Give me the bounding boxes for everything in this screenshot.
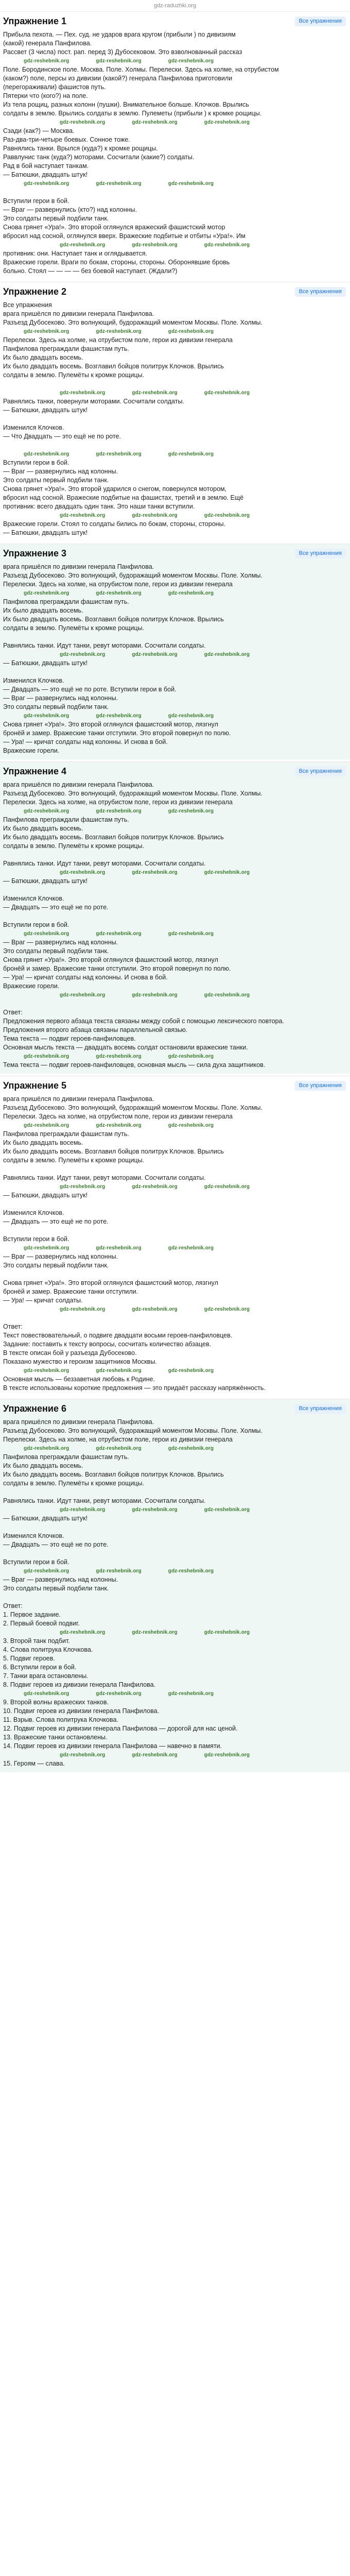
text-line: Из тела рощиц, разных колонн (пушки). Внимательное больше. Клочков. Врылись — [3, 101, 249, 108]
text-line: Сзади (как?) — Москва. — [3, 127, 75, 134]
text-line: Вступили герои в бой. — [3, 459, 69, 466]
exercise-title: Упражнение 3 — [3, 548, 66, 558]
text-line: Равнялись танки. Идут танки, ревут моторами. Сосчитали солдаты. — [3, 860, 206, 867]
text-line: Это солдаты первый подбили танк. — [3, 703, 109, 710]
text-line: Разъезд Дубосеково. Это волнующий, будоражащий моментом Москвы. Поле. Холмы. — [3, 1427, 262, 1434]
text-line: Их было двадцать восемь. Возглавил бойцов политрук Клочков. Врылись — [3, 1148, 224, 1155]
watermark: gdz-reshebnik.org — [96, 451, 142, 457]
text-line: Изменился Клочков. — [3, 424, 64, 431]
text-line: — Враг — развернулись над колонны. — [3, 939, 118, 946]
text-line: Вступили герои в бой. — [3, 921, 69, 928]
all-exercises-button[interactable]: Все упражнения — [295, 767, 346, 776]
text-line: Их было двадцать восемь. — [3, 354, 83, 361]
exercise-card — [0, 544, 350, 759]
watermark-row — [3, 1366, 346, 1375]
text-line: вбросил над сосной. Вражеские подбитые на фашистах, третий и в землю. Ещё — [3, 494, 244, 501]
watermark: gdz-reshebnik.org — [168, 808, 214, 814]
watermark: gdz-reshebnik.org — [132, 120, 178, 125]
all-exercises-button[interactable]: Все упражнения — [295, 16, 346, 26]
text-line: противник: всего двадцать один танк. Это наши танки вступили. — [3, 503, 195, 510]
watermark: gdz-reshebnik.org — [60, 242, 106, 248]
watermark: gdz-reshebnik.org — [132, 1630, 178, 1635]
watermark: gdz-reshebnik.org — [24, 1691, 69, 1697]
text-line: — Ура! — кричат солдаты. — [3, 1297, 83, 1304]
text-line: Это солдаты первый подбили танк. — [3, 947, 109, 955]
text-line: Их было двадцать восемь. — [3, 825, 83, 832]
text-line: Панфилова преграждали фашистам путь. — [3, 345, 129, 352]
text-line — [3, 1488, 346, 1497]
text-line: — Враг — развернулись (кто?) над колонны. — [3, 206, 137, 213]
watermark: gdz-reshebnik.org — [60, 390, 106, 396]
watermark: gdz-reshebnik.org — [204, 1507, 250, 1513]
watermark: gdz-reshebnik.org — [96, 1054, 142, 1059]
watermark-row — [3, 1121, 346, 1130]
text-line: Основная мысль текста — двадцать восемь солдат остановили вражеские танки. — [3, 1044, 248, 1051]
text-line — [3, 912, 346, 921]
watermark-row — [3, 711, 346, 720]
text-line: (какой) генерала Панфилова. — [3, 40, 92, 47]
text-line — [3, 668, 346, 676]
text-line: 3. Второй танк подбит. — [3, 1637, 70, 1645]
text-line — [3, 1270, 346, 1279]
text-line: 6. Вступили герои в бой. — [3, 1664, 77, 1671]
watermark: gdz-reshebnik.org — [96, 329, 142, 334]
text-line: солдаты в землю. Пулемёты к кромке рощицы. — [3, 1480, 145, 1487]
text-line: солдаты в землю. Врылись солдаты в землю. Пулеметы (прибыли ) к кромке рощицы. — [3, 110, 262, 117]
watermark-row — [3, 1628, 346, 1637]
text-line: Равнялись танки, повернули моторами. Сосчитали солдаты. — [3, 398, 184, 405]
watermark-row — [3, 1305, 346, 1314]
text-line: Вступили герои в бой. — [3, 197, 69, 205]
watermark: gdz-reshebnik.org — [132, 992, 178, 998]
text-line: Ответ: — [3, 1323, 23, 1330]
watermark: gdz-reshebnik.org — [168, 1245, 214, 1251]
watermark: gdz-reshebnik.org — [96, 1568, 142, 1574]
watermark: gdz-reshebnik.org — [60, 1630, 106, 1635]
watermark: gdz-reshebnik.org — [168, 1446, 214, 1451]
text-line: Ответ: — [3, 1602, 23, 1609]
text-line: Равнялись танки. Врылся (куда?) к кромке рощицы. — [3, 145, 158, 152]
text-line: Ответ: — [3, 1009, 23, 1016]
watermark: gdz-reshebnik.org — [96, 1245, 142, 1251]
watermark: gdz-reshebnik.org — [132, 1752, 178, 1758]
watermark: gdz-reshebnik.org — [168, 181, 214, 187]
exercise-header — [3, 765, 346, 777]
text-line: (перегораживали) фашистов путь. — [3, 83, 106, 91]
text-line — [3, 1549, 346, 1558]
watermark-row — [3, 650, 346, 659]
exercise-card — [0, 1076, 350, 1397]
watermark: gdz-reshebnik.org — [24, 58, 69, 64]
text-line: Тема текста — подвиг героев-панфиловцев, основная мысль — сила духа защитников. — [3, 1061, 266, 1069]
watermark: gdz-reshebnik.org — [24, 590, 69, 596]
all-exercises-button[interactable]: Все упражнения — [295, 1081, 346, 1091]
all-exercises-button[interactable]: Все упражнения — [295, 549, 346, 558]
text-line: Панфилова преграждали фашистам путь. — [3, 1453, 129, 1461]
text-line: врага пришёлся по дивизии генерала Панфилова. — [3, 781, 154, 788]
text-line: Предложения второго абзаца связаны параллельной связью. — [3, 1026, 188, 1033]
text-line — [3, 633, 346, 641]
text-line: — Батюшки, двадцать штук! — [3, 529, 88, 536]
text-line: Задание: поставить к тексту вопросы, сосчитать количество абзацев. — [3, 1341, 212, 1348]
watermark: gdz-reshebnik.org — [24, 713, 69, 719]
watermark-row — [3, 179, 346, 188]
watermark: gdz-reshebnik.org — [204, 1184, 250, 1190]
watermark: gdz-reshebnik.org — [96, 1123, 142, 1128]
text-line: бронёй и замер. Вражеские танки отступили. Это второй повернул по полю. — [3, 965, 231, 972]
text-line: — Батюшки, двадцать штук! — [3, 659, 88, 667]
text-line: — Враг — развернулись над колонны. — [3, 694, 118, 702]
text-line: Их было двадцать восемь. Возглавил бойцов политрук Клочков. Врылись — [3, 834, 224, 841]
text-line: Прибыла пехота. — Пех. суд. не ударов врага кругом (прибыли ) по дивизиям — [3, 31, 236, 38]
text-line: Это солдаты первый подбили танк. — [3, 215, 109, 222]
text-line — [3, 851, 346, 859]
text-line: больно. Стоял — — — — без боевой наступает. (Ждали?) — [3, 267, 178, 275]
watermark: gdz-reshebnik.org — [204, 870, 250, 875]
text-line: 15. Героям — слава. — [3, 1760, 65, 1767]
text-line: вбросил над сосной, оглянулся вверх. Вражеские подбитые и отбиты «Ура!». Им — [3, 232, 246, 240]
watermark-row — [3, 1689, 346, 1698]
exercise-title: Упражнение 1 — [3, 16, 66, 26]
watermark: gdz-reshebnik.org — [132, 1507, 178, 1513]
text-line: Это солдаты первый подбили танк. — [3, 477, 109, 484]
text-line: — Двадцать — это ещё не по роте. — [3, 1541, 109, 1548]
watermark: gdz-reshebnik.org — [24, 931, 69, 937]
watermark-row — [3, 1567, 346, 1575]
text-line: — Ура! — кричат солдаты над колонны. И снова в бой. — [3, 738, 168, 745]
watermark: gdz-reshebnik.org — [204, 1752, 250, 1758]
text-line: Разъезд Дубосеково. Это волнующий, будоражащий моментом Москвы. Поле. Холмы. — [3, 319, 262, 326]
watermark: gdz-reshebnik.org — [24, 1568, 69, 1574]
text-line: Разъезд Дубосеково. Это волнующий, будоражащий моментом Москвы. Поле. Холмы. — [3, 572, 262, 579]
text-line — [3, 441, 346, 450]
exercise-card — [0, 1399, 350, 1772]
watermark-row — [3, 388, 346, 397]
text-line: Перелески. Здесь на холме, на отрубистом поле, герои из дивизии генерала — [3, 1113, 233, 1120]
watermark-row — [3, 118, 346, 127]
text-line: Основная мысль — беззаветная любовь к Родине. — [3, 1376, 155, 1383]
text-line: Разъезд Дубосеково. Это волнующий, будоражащий моментом Москвы. Поле. Холмы. — [3, 1104, 262, 1111]
text-line: 4. Слова политрука Клочкова. — [3, 1646, 93, 1653]
text-line — [3, 1165, 346, 1174]
site-url[interactable]: gdz-raduzhki.org — [154, 3, 196, 9]
text-line: врага пришёлся по дивизии генерала Панфилова. — [3, 310, 154, 317]
text-line: Снова грянет «Ура!». Это второй ударился о снегом, повернулся мотором, — [3, 485, 227, 493]
watermark: gdz-reshebnik.org — [96, 931, 142, 937]
text-line — [3, 886, 346, 894]
text-line: Текст повествовательный, о подвиге двадцати восьми героев-панфиловцев. — [3, 1332, 233, 1339]
exercise-list — [0, 11, 350, 1772]
watermark: gdz-reshebnik.org — [60, 1307, 106, 1312]
page-spacer — [0, 1774, 350, 2576]
text-line: Изменился Клочков. — [3, 1209, 64, 1216]
watermark: gdz-reshebnik.org — [132, 513, 178, 518]
text-line: врага пришёлся по дивизии генерала Панфилова. — [3, 563, 154, 570]
text-line — [3, 1200, 346, 1209]
text-line: Раввлунис танк (куда?) моторами. Сосчитали (какие?) солдаты. — [3, 154, 195, 161]
watermark-row — [3, 1751, 346, 1759]
watermark: gdz-reshebnik.org — [24, 1245, 69, 1251]
watermark: gdz-reshebnik.org — [96, 1691, 142, 1697]
exercise-card — [0, 282, 350, 541]
text-line: Поле. Бородинское поле. Москва. Поле. Холмы. Перелески. Здесь на холме, на отрубистом — [3, 66, 279, 73]
watermark: gdz-reshebnik.org — [168, 1054, 214, 1059]
text-line: — Батюшки, двадцать штук! — [3, 406, 88, 414]
text-line: противник: они. Наступает танк и оглядывается. — [3, 250, 148, 257]
exercise-title: Упражнение 4 — [3, 766, 66, 776]
watermark: gdz-reshebnik.org — [168, 1368, 214, 1374]
text-line — [3, 1523, 346, 1532]
watermark: gdz-reshebnik.org — [204, 120, 250, 125]
watermark-row — [3, 511, 346, 520]
watermark: gdz-reshebnik.org — [60, 1507, 106, 1513]
text-line: Вступили герои в бой. — [3, 1235, 69, 1243]
text-line: 8. Подвиг героев из дивизии генерала Панфилова. — [3, 1681, 156, 1688]
watermark: gdz-reshebnik.org — [96, 1368, 142, 1374]
exercise-header — [3, 1402, 346, 1415]
watermark: gdz-reshebnik.org — [132, 390, 178, 396]
text-line: солдаты в землю. Пулемёты к кромке рощицы. — [3, 842, 145, 850]
text-line — [3, 188, 346, 197]
watermark-row — [3, 1444, 346, 1453]
watermark-row — [3, 57, 346, 65]
text-line: Перелески. Здесь на холме, на отрубистом поле, герои из дивизии генерала — [3, 581, 233, 588]
watermark: gdz-reshebnik.org — [96, 713, 142, 719]
all-exercises-button[interactable]: Все упражнения — [295, 287, 346, 297]
watermark-row — [3, 1244, 346, 1252]
text-line: — Что Двадцать — это ещё не по роте. — [3, 433, 121, 440]
text-line: — Батюшки, двадцать штук! — [3, 1515, 88, 1522]
watermark: gdz-reshebnik.org — [24, 1054, 69, 1059]
watermark: gdz-reshebnik.org — [60, 652, 106, 657]
text-line: 2. Первый боевой подвиг. — [3, 1620, 80, 1627]
text-line: (каком?) поле, персы из дивизии (какой?) генерала Панфилова приготовили — [3, 75, 233, 82]
text-line: Их было двадцать восемь. — [3, 1462, 83, 1469]
text-line: Изменился Клочков. — [3, 677, 64, 684]
text-line: бронёй и замер. Вражеские танки отступили. — [3, 1288, 138, 1295]
text-line: Их было двадцать восемь. Возглавил бойцов политрук Клочков. Врылись — [3, 616, 224, 623]
text-line: В тексте использованы короткие предложения — это придаёт рассказу напряжённость. — [3, 1384, 266, 1392]
watermark: gdz-reshebnik.org — [204, 390, 250, 396]
text-line — [3, 1314, 346, 1323]
text-line: 5. Подвиг героев. — [3, 1655, 55, 1662]
watermark: gdz-reshebnik.org — [132, 1184, 178, 1190]
text-line: — Враг — развернулись над колонны. — [3, 1253, 118, 1260]
watermark: gdz-reshebnik.org — [24, 451, 69, 457]
text-line: солдаты в землю. Пулемёты к кромке рощицы. — [3, 624, 145, 632]
text-line: Их было двадцать восемь. — [3, 607, 83, 614]
watermark: gdz-reshebnik.org — [168, 1568, 214, 1574]
text-line: Предложения первого абзаца текста связаны между собой с помощью лексического повтора. — [3, 1018, 284, 1025]
watermark: gdz-reshebnik.org — [168, 1123, 214, 1128]
text-line: Их было двадцать восемь. Возглавил бойцов политрук Клочков. Врылись — [3, 363, 224, 370]
text-line: Панфилова преграждали фашистам путь. — [3, 816, 129, 823]
watermark: gdz-reshebnik.org — [132, 242, 178, 248]
text-line: Их было двадцать восемь. Возглавил бойцов политрук Клочков. Врылись — [3, 1471, 224, 1478]
text-line: Перелески. Здесь на холме, на отрубистом поле, герои из дивизии генерала — [3, 336, 233, 344]
watermark: gdz-reshebnik.org — [132, 870, 178, 875]
text-line: Снова грянет «Ура!». Это второй оглянулся фашистский мотор, лязгнул — [3, 721, 218, 728]
exercise-title: Упражнение 2 — [3, 286, 66, 297]
watermark: gdz-reshebnik.org — [60, 992, 106, 998]
watermark-row — [3, 241, 346, 249]
text-line: Вступили герои в бой. — [3, 1558, 69, 1566]
text-line: бронёй и замер. Вражеские танки отступили. Это второй повернул по полю. — [3, 730, 231, 737]
text-line: Это солдаты первый подбили танк. — [3, 1585, 109, 1592]
text-line: — Ура! — кричат солдаты над колонны. И снова в бой. — [3, 974, 168, 981]
text-line: врага пришёлся по дивизии генерала Панфилова. — [3, 1418, 154, 1426]
text-line: — Враг — развернулись над колонны. — [3, 1576, 118, 1583]
watermark: gdz-reshebnik.org — [168, 713, 214, 719]
text-line — [3, 380, 346, 388]
watermark-row — [3, 1505, 346, 1514]
text-line: — Враг — развернулись над колонны. — [3, 468, 118, 475]
watermark: gdz-reshebnik.org — [60, 513, 106, 518]
watermark-row — [3, 929, 346, 938]
text-line: Равнялись танки. Идут танки, ревут моторами. Сосчитали солдаты. — [3, 1174, 206, 1181]
text-line: Пятерки что (кого?) на поле. — [3, 92, 88, 99]
text-line: Перелески. Здесь на холме, на отрубистом поле, герои из дивизии генерала — [3, 799, 233, 806]
text-line: Рассвет (3 числа) пост. рап. перед 3) Дубосековом. Это взволнованный рассказ — [3, 48, 242, 56]
text-line — [3, 999, 346, 1008]
text-line: Изменился Клочков. — [3, 895, 64, 902]
text-line: Показано мужество и героизм защитников Москвы. — [3, 1358, 157, 1365]
text-line: Снова грянет «Ура!». Это второй оглянулся фашистский мотор, лязгнул — [3, 1279, 218, 1286]
text-line: Равнялись танки. Идут танки, ревут моторами. Сосчитали солдаты. — [3, 1497, 206, 1504]
watermark: gdz-reshebnik.org — [168, 590, 214, 596]
exercise-title: Упражнение 6 — [3, 1403, 66, 1414]
watermark: gdz-reshebnik.org — [168, 451, 214, 457]
text-line: — Батюшки, двадцать штук! — [3, 171, 88, 178]
text-line — [3, 415, 346, 423]
watermark: gdz-reshebnik.org — [132, 652, 178, 657]
watermark: gdz-reshebnik.org — [96, 590, 142, 596]
watermark-row — [3, 1052, 346, 1061]
watermark-row — [3, 589, 346, 598]
watermark: gdz-reshebnik.org — [204, 513, 250, 518]
watermark: gdz-reshebnik.org — [168, 931, 214, 937]
watermark: gdz-reshebnik.org — [24, 808, 69, 814]
watermark: gdz-reshebnik.org — [24, 1368, 69, 1374]
text-line: Равнялись танки. Идут танки, ревут моторами. Сосчитали солдаты. — [3, 642, 206, 649]
watermark: gdz-reshebnik.org — [24, 1446, 69, 1451]
text-line: Вражеские горели. — [3, 747, 60, 754]
watermark: gdz-reshebnik.org — [132, 1307, 178, 1312]
text-line: 1. Первое задание. — [3, 1611, 61, 1618]
watermark: gdz-reshebnik.org — [24, 181, 69, 187]
text-line — [3, 1226, 346, 1235]
exercise-card — [0, 11, 350, 280]
watermark-row — [3, 327, 346, 336]
text-line: солдаты в землю. Пулемёты к кромке рощицы. — [3, 1157, 145, 1164]
watermark-row — [3, 991, 346, 999]
exercise-header — [3, 15, 346, 27]
watermark: gdz-reshebnik.org — [204, 242, 250, 248]
text-line: Снова грянет «Ура!». Это второй оглянулся фашистский мотор, лязгнул — [3, 956, 218, 963]
watermark: gdz-reshebnik.org — [96, 181, 142, 187]
watermark-row — [3, 868, 346, 877]
text-line: — Двадцать — это ещё не по роте. Вступили герои в бой. — [3, 686, 177, 693]
watermark: gdz-reshebnik.org — [96, 1446, 142, 1451]
text-line: 13. Вражеские танки остановлены. — [3, 1734, 108, 1741]
watermark: gdz-reshebnik.org — [24, 1123, 69, 1128]
watermark: gdz-reshebnik.org — [204, 992, 250, 998]
text-line: Перелески. Здесь на холме, на отрубистом поле, герои из дивизии генерала — [3, 1436, 233, 1443]
exercise-header — [3, 1079, 346, 1092]
text-line: Все упражнения — [3, 301, 52, 309]
text-line: Вражеские горели. — [3, 982, 60, 990]
exercise-header — [3, 285, 346, 298]
exercise-title: Упражнение 5 — [3, 1080, 66, 1091]
watermark: gdz-reshebnik.org — [60, 870, 106, 875]
watermark: gdz-reshebnik.org — [96, 58, 142, 64]
text-line: Тема текста — подвиг героев-панфиловцев. — [3, 1035, 136, 1042]
text-line: 12. Подвиг героев из дивизии генерала Панфилова — дорогой для нас ценой. — [3, 1725, 238, 1732]
text-line: Снова грянет «Ура!». Это второй оглянулся вражеский фашистский мотор — [3, 224, 225, 231]
text-line: — Двадцать — это ещё не по роте. — [3, 1218, 109, 1225]
text-line: — Батюшки, двадцать штук! — [3, 1192, 88, 1199]
watermark-row — [3, 450, 346, 459]
text-line: Раз-два-три-четыре боевых. Сонное тоже. — [3, 136, 130, 143]
watermark: gdz-reshebnik.org — [204, 652, 250, 657]
text-line: Это солдаты первый подбили танк. — [3, 1262, 109, 1269]
text-line: В тексте описан бой у разъезда Дубосеково. — [3, 1349, 137, 1357]
watermark: gdz-reshebnik.org — [168, 1691, 214, 1697]
text-line: Разъезд Дубосеково. Это волнующий, будоражащий моментом Москвы. Поле. Холмы. — [3, 790, 262, 797]
text-line: — Двадцать — это ещё не по роте. — [3, 904, 109, 911]
text-line: Изменился Клочков. — [3, 1532, 64, 1539]
watermark: gdz-reshebnik.org — [96, 808, 142, 814]
text-line: Панфилова преграждали фашистам путь. — [3, 1130, 129, 1138]
text-line: Панфилова преграждали фашистам путь. — [3, 598, 129, 605]
all-exercises-button[interactable]: Все упражнения — [295, 1404, 346, 1414]
text-line: солдаты в землю. Пулемёты к кромке рощицы. — [3, 371, 145, 379]
watermark: gdz-reshebnik.org — [204, 1307, 250, 1312]
text-line: 11. Взрыв. Слова политрука Клочкова. — [3, 1716, 118, 1723]
watermark: gdz-reshebnik.org — [168, 58, 214, 64]
text-line: Их было двадцать восемь. — [3, 1139, 83, 1146]
text-line: 7. Танки врага остановлены. — [3, 1672, 89, 1680]
watermark: gdz-reshebnik.org — [60, 120, 106, 125]
text-line: — Батюшки, двадцать штук! — [3, 877, 88, 885]
text-line: 14. Подвиг героев из дивизии генерала Панфилова — навечно в памяти. — [3, 1742, 222, 1750]
watermark: gdz-reshebnik.org — [168, 329, 214, 334]
watermark: gdz-reshebnik.org — [60, 1752, 106, 1758]
watermark-row — [3, 1182, 346, 1191]
exercise-card — [0, 761, 350, 1074]
text-line — [3, 1593, 346, 1602]
text-line: Вражеские горели. Враги по бокам, стороны, стороны. Оборонявшие бровь — [3, 259, 230, 266]
watermark: gdz-reshebnik.org — [24, 329, 69, 334]
watermark-row — [3, 807, 346, 816]
watermark: gdz-reshebnik.org — [60, 1184, 106, 1190]
text-line: врага пришёлся по дивизии генерала Панфилова. — [3, 1095, 154, 1103]
text-line: 10. Подвиг героев из дивизии генерала Панфилова. — [3, 1707, 160, 1715]
text-line: Вражеские горели. Стоял то солдаты бились по бокам, стороны, стороны. — [3, 520, 226, 528]
text-line: Рад в бой наступает танкам. — [3, 162, 89, 170]
exercise-header — [3, 547, 346, 560]
text-line: 9. Второй волны вражеских танков. — [3, 1699, 109, 1706]
watermark: gdz-reshebnik.org — [204, 1630, 250, 1635]
